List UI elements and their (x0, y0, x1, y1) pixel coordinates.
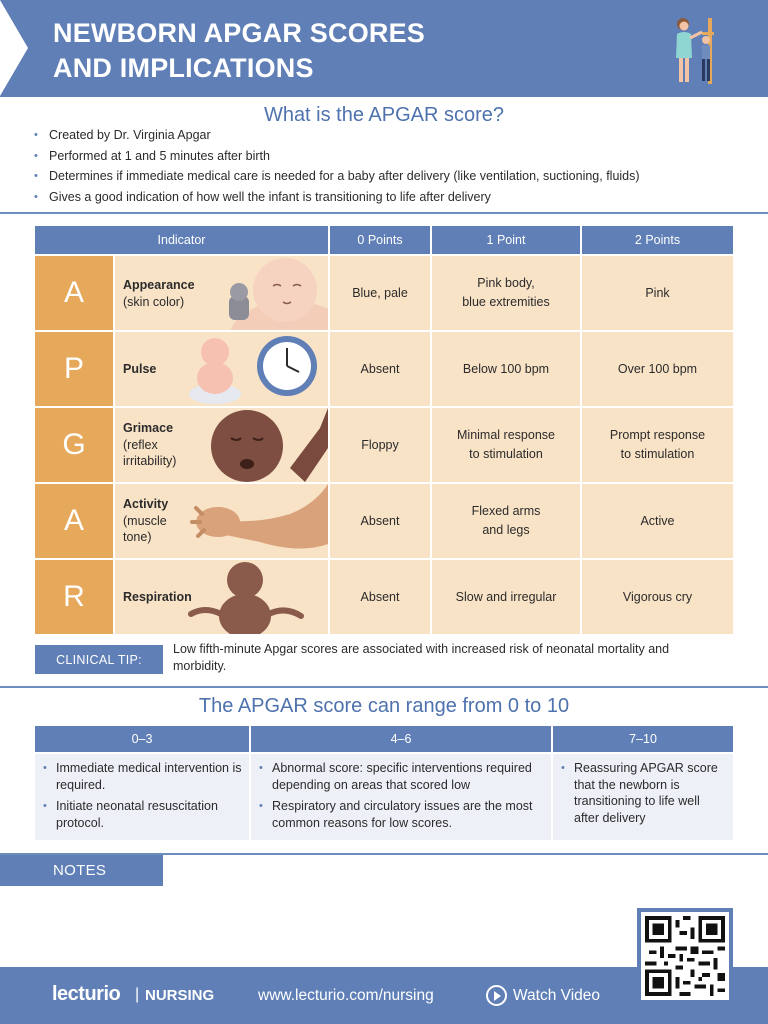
indicator-name: Respiration (123, 590, 192, 604)
play-icon[interactable] (486, 985, 507, 1006)
range-header-7-10: 7–10 (553, 726, 733, 752)
divider (0, 686, 768, 688)
points-2-cell: Vigorous cry (582, 560, 733, 634)
page-title: NEWBORN APGAR SCORES AND IMPLICATIONS (53, 18, 426, 83)
footer-separator: | (135, 986, 140, 1003)
range-cell-7-10 (553, 754, 733, 840)
points-2-cell: Active (582, 484, 733, 558)
points-0-cell: Floppy (330, 408, 430, 482)
points-0-cell: Absent (330, 484, 430, 558)
list-item: • Gives a good indication of how well the infant is transitioning to life after delivery (34, 187, 754, 208)
row-letter: G (35, 408, 113, 482)
table-row (35, 560, 733, 634)
baby-arm-icon (190, 484, 328, 558)
indicator-cell (115, 408, 328, 482)
footer-brand: NURSING (145, 987, 215, 1004)
range-header-4-6: 4–6 (251, 726, 551, 752)
points-2-cell: Pink (582, 256, 733, 330)
lecturio-logo[interactable]: lecturio (52, 983, 121, 1005)
table-header-1-point: 1 Point (432, 226, 580, 254)
indicator-name: Appearance (123, 278, 195, 292)
points-2-cell: Over 100 bpm (582, 332, 733, 406)
crying-baby-icon (195, 408, 328, 482)
indicator-sub: (skin color) (123, 294, 185, 309)
table-header-indicator: Indicator (35, 226, 328, 254)
points-1-cell: Slow and irregular (432, 560, 580, 634)
row-letter: A (35, 484, 113, 558)
range-cell-0-3 (35, 754, 249, 840)
points-1-cell: Flexed arms and legs (432, 484, 580, 558)
points-1-cell: Minimal response to stimulation (432, 408, 580, 482)
list-item: • Respiratory and circulatory issues are the most common reasons for low scores. (259, 798, 545, 831)
table-row (35, 332, 733, 406)
points-0-cell: Absent (330, 560, 430, 634)
table-header-0-points: 0 Points (330, 226, 430, 254)
row-letter: P (35, 332, 113, 406)
indicator-name: Activity (123, 497, 169, 511)
clinical-tip-badge: CLINICAL TIP: (35, 645, 163, 674)
range-header-0-3: 0–3 (35, 726, 249, 752)
row-letter: A (35, 256, 113, 330)
indicator-cell (115, 484, 328, 558)
table-row (35, 408, 733, 482)
list-item: • Performed at 1 and 5 minutes after birth (34, 146, 754, 167)
intro-bullets (34, 125, 754, 207)
list-item: • Determines if immediate medical care is needed for a baby after delivery (like ventilation, suctioning, fluids) (34, 166, 754, 187)
list-item: • Immediate medical intervention is required. (43, 760, 243, 793)
points-1-cell: Pink body, blue extremities (432, 256, 580, 330)
page-header (0, 0, 768, 97)
notes-label: NOTES (0, 855, 163, 886)
divider (0, 212, 768, 214)
points-1-cell: Below 100 bpm (432, 332, 580, 406)
range-cell-4-6 (251, 754, 551, 840)
table-row (35, 484, 733, 558)
table-row (35, 256, 733, 330)
points-0-cell: Blue, pale (330, 256, 430, 330)
indicator-cell (115, 256, 328, 330)
points-0-cell: Absent (330, 332, 430, 406)
points-2-cell: Prompt response to stimulation (582, 408, 733, 482)
row-letter: R (35, 560, 113, 634)
header-chevron (0, 0, 28, 96)
indicator-cell (115, 560, 328, 634)
watch-video-link[interactable]: Watch Video (513, 987, 601, 1004)
indicator-cell (115, 332, 328, 406)
range-title: The APGAR score can range from 0 to 10 (198, 695, 570, 717)
footer-url-link[interactable]: www.lecturio.com/nursing (258, 987, 434, 1004)
clinical-tip-text: Low fifth-minute Apgar scores are associated with increased risk of neonatal mortality and morbidity. (173, 642, 670, 673)
list-item: • Reassuring APGAR score that the newborn is transitioning to life well after delivery (561, 760, 727, 826)
baby-with-clock-icon (175, 332, 328, 406)
intro-title: What is the APGAR score? (263, 104, 505, 126)
indicator-name: Grimace (123, 421, 174, 435)
indicator-name: Pulse (123, 362, 157, 376)
indicator-sub: (reflex irritability) (123, 437, 177, 468)
baby-face-icon (195, 256, 328, 330)
table-header-2-points: 2 Points (582, 226, 733, 254)
breathing-baby-icon (185, 560, 328, 634)
nurse-measuring-child-icon (670, 14, 724, 86)
qr-code-icon[interactable] (637, 908, 733, 1004)
indicator-sub: (muscle tone) (123, 513, 167, 544)
list-item: • Created by Dr. Virginia Apgar (34, 125, 754, 146)
list-item: • Abnormal score: specific interventions required depending on areas that scored low (259, 760, 545, 793)
list-item: • Initiate neonatal resuscitation protocol. (43, 798, 243, 831)
